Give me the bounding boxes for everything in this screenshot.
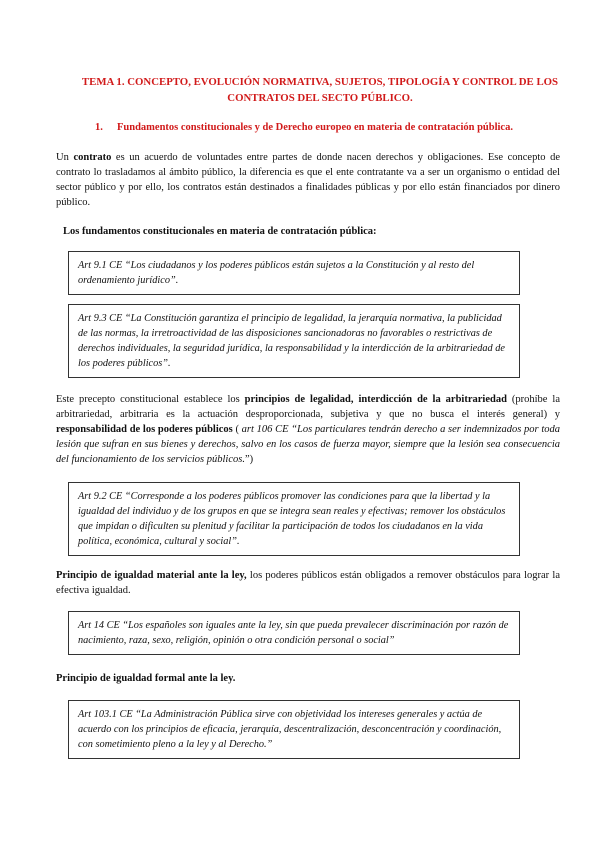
quote-art-9-1: Art 9.1 CE “Los ciudadanos y los poderes públicos están sujetos a la Constitución y al resto del ordenamiento jurídico”. (68, 251, 520, 295)
document-title: TEMA 1. CONCEPTO, EVOLUCIÓN NORMATIVA, SUJETOS, TIPOLOGÍA Y CONTROL DE LOS CONTRATOS DEL SECTO PÚBLICO. (81, 76, 559, 104)
section-title: Fundamentos constitucionales y de Derecho europeo en materia de contratación pública. (117, 122, 513, 133)
material-equality-paragraph (56, 568, 560, 598)
principles-bold2: responsabilidad de los poderes públicos (56, 424, 233, 435)
material-equality-heading: Principio de igualdad material ante la ley, (56, 570, 247, 581)
quote-art-14: Art 14 CE “Los españoles son iguales ante la ley, sin que pueda prevalecer discriminación por razón de nacimiento, raza, sexo, religión, opinión o otra condición personal o social” (68, 611, 520, 655)
quote-art-9-2: Art 9.2 CE “Corresponde a los poderes públicos promover las condiciones para que la libertad y la igualdad del individuo y de los grupos en que se integra sean reales y efectivas; remover los obstáculos que impidan o dificulten su plenitud y facilitar la participación de todos los ciudadanos en la vida política, económica, cultural y social”. (68, 482, 520, 556)
section-number: 1. (95, 122, 103, 133)
principles-bold1: principios de legalidad, interdicción de la arbitrariedad (244, 394, 507, 405)
fundamentals-heading: Los fundamentos constitucionales en materia de contratación pública: (63, 226, 377, 237)
intro-paragraph (56, 150, 560, 210)
principles-part1: Este precepto constitucional establece los (56, 394, 245, 405)
section-heading (95, 120, 565, 135)
quote-art-103-1: Art 103.1 CE “La Administración Pública sirve con objetividad los intereses generales y actúa de acuerdo con los principios de eficacia, jerarquía, descentralización, desconcentración y coordinación, con sometimiento pleno a la ley y al Derecho.” (68, 700, 520, 759)
material-equality-text: los poderes públicos están obligados a remover obstáculos para lograr la efectiva igualdad. (56, 570, 560, 596)
quote-art-9-3: Art 9.3 CE “La Constitución garantiza el principio de legalidad, la jerarquía normativa, la publicidad de las normas, la irretroactividad de las disposiciones sancionadoras no favorables o restrictivas de derechos individuales, la seguridad jurídica, la responsabilidad y la interdicción de la arbitrariedad de los poderes públicos”. (68, 304, 520, 378)
intro-keyword: contrato (73, 152, 112, 163)
principles-part3: ( (232, 424, 242, 435)
principles-part4: ”) (244, 454, 254, 465)
principles-art-106: art 106 CE “Los particulares tendrán derecho a ser indemnizados por toda lesión que sufran en sus bienes y derechos, salvo en los casos de fuerza mayor, siempre que la lesión sea consecuencia del funcionamiento de los servicios públicos. (56, 424, 561, 465)
formal-equality-heading: Principio de igualdad formal ante la ley. (56, 673, 236, 684)
intro-prefix: Un (56, 152, 74, 163)
intro-text: es un acuerdo de voluntades entre partes de donde nacen derechos y obligaciones. Ese concepto de contrato lo trasladamos al ámbito público, la diferencia es que el ente contratante va a ser un organismo o entidad del sector público y por ello, los contratos están destinados a finalidades públicas y por ello están financiados por dinero público. (56, 152, 560, 208)
principles-paragraph (56, 392, 560, 467)
principles-part2: (prohíbe la arbitrariedad, arbitraria es la actuación desproporcionada, subjetiva y que no busca el interés general) y (56, 394, 560, 420)
